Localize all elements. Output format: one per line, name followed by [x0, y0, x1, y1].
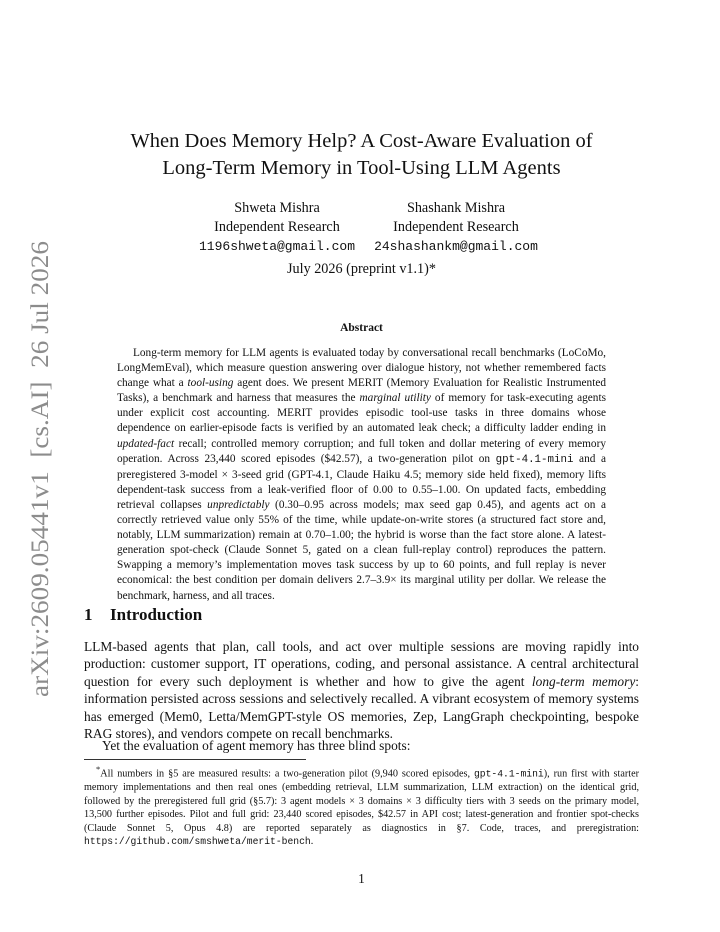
- section-number: 1: [84, 605, 93, 624]
- title-line-1: When Does Memory Help? A Cost-Aware Evaluation of: [130, 130, 593, 152]
- section-heading-introduction: [84, 605, 202, 625]
- author-email[interactable]: 1196shweta@gmail.com: [198, 239, 356, 254]
- publication-date: July 2026 (preprint v1.1)*: [287, 261, 436, 277]
- paper-title: [84, 128, 639, 182]
- author-name: Shweta Mishra: [234, 200, 320, 216]
- author-affiliation: Independent Research: [393, 219, 519, 235]
- author-affiliation: Independent Research: [214, 219, 340, 235]
- author-block-2: [356, 199, 556, 256]
- title-line-2: Long-Term Memory in Tool-Using LLM Agents: [162, 157, 561, 179]
- arxiv-stamp-text: arXiv:2609.05441v1 [cs.AI] 26 Jul 2026: [25, 269, 54, 697]
- intro-paragraph-2: Yet the evaluation of agent memory has three blind spots:: [102, 738, 411, 753]
- section-title: Introduction: [110, 605, 203, 624]
- abstract-heading: Abstract: [340, 322, 383, 334]
- repository-link[interactable]: https://github.com/smshweta/merit-bench: [84, 836, 311, 848]
- author-block-1: [177, 199, 377, 256]
- author-name: Shashank Mishra: [406, 200, 506, 216]
- arxiv-identifier-stamp: [18, 237, 58, 697]
- abstract-text: Long-term memory for LLM agents is evaluated today by conversational recall benchmarks (LoCoMo, LongMemEval), which measure question answering over dialogue history, not whether remembered facts change what a tool-using agent does. We present MERIT (Memory Evaluation for Realistic Instrumented Tasks), a benchmark and harness that measures the marginal utility of memory for task-executing agents under explicit cost accounting. MERIT provides episodic tool-use tasks in three domains whose dependence on earlier-episode facts is verified by an automated leak check; a difficulty ladder ending in updated-fact recall; controlled memory corruption; and full token and dollar metering of every memory operation. Across 23,440 scored episodes ($42.57), a two-generation pilot on gpt-4.1-mini and a preregistered 3-model × 3-seed grid (GPT-4.1, Claude Haiku 4.5; memory side held fixed), memory lifts dependent-task success from a leak-verified floor of 0.00 to 0.55–1.00. On updated facts, embedding retrieval collapses unpredictably (0.30–0.95 across models; max seed gap 0.45), and agents act on a correctly retrieved value only 55% of the time, while update-on-write stores (a structured fact store and, notably, LLM summarization) remain at 0.70–1.00; the hybrid is worse than the fact store alone. A latest-generation spot-check (Claude Sonnet 5, gated on a clean full-replay control) reproduces the pattern. Swapping a memory’s implementation moves task success by up to 60 points, and full replay is never economical: the best condition per domain delivers 2.7–3.9× its marginal utility per dollar. We release the benchmark, harness, and all traces.: [117, 347, 607, 602]
- footnote: *All numbers in §5 are measured results: a two-generation pilot (9,940 scored episodes, gpt-4.1-mini), run first with starter memory implementations and then real ones (embedding retrieval, LLM summarization, LLM extraction) on the identical grid, followed by the preregistered full grid (§5.7): 3 agent models × 3 domains × 3 difficulty tiers with 3 seeds on the primary model, 13,500 further episodes. Pilot and full grid: 23,440 scored episodes, $42.57 in API cost; latest-generation and frontier spot-checks (Claude Sonnet 5, Opus 4.8) are reported separately as diagnostics in §7. Code, traces, and preregistration: https://github.com/smshweta/merit-bench.: [84, 764, 640, 848]
- footnote-divider: [84, 759, 306, 760]
- page-number: 1: [358, 871, 365, 886]
- footnote-marker: *: [96, 764, 101, 774]
- intro-paragraph-1: LLM-based agents that plan, call tools, and act over multiple sessions are moving rapidly into production: customer support, IT operations, coding, and personal assistance. A central architectural question for every such deployment is whether and how to give the agent long-term memory: information persisted across sessions and selectively recalled. A vibrant ecosystem of memory systems has emerged (Mem0, Letta/MemGPT-style OS memories, Zep, LangGraph checkpointing, bespoke RAG stores), and vendors compete on recall benchmarks.: [84, 639, 639, 742]
- author-email[interactable]: 24shashankm@gmail.com: [374, 239, 538, 254]
